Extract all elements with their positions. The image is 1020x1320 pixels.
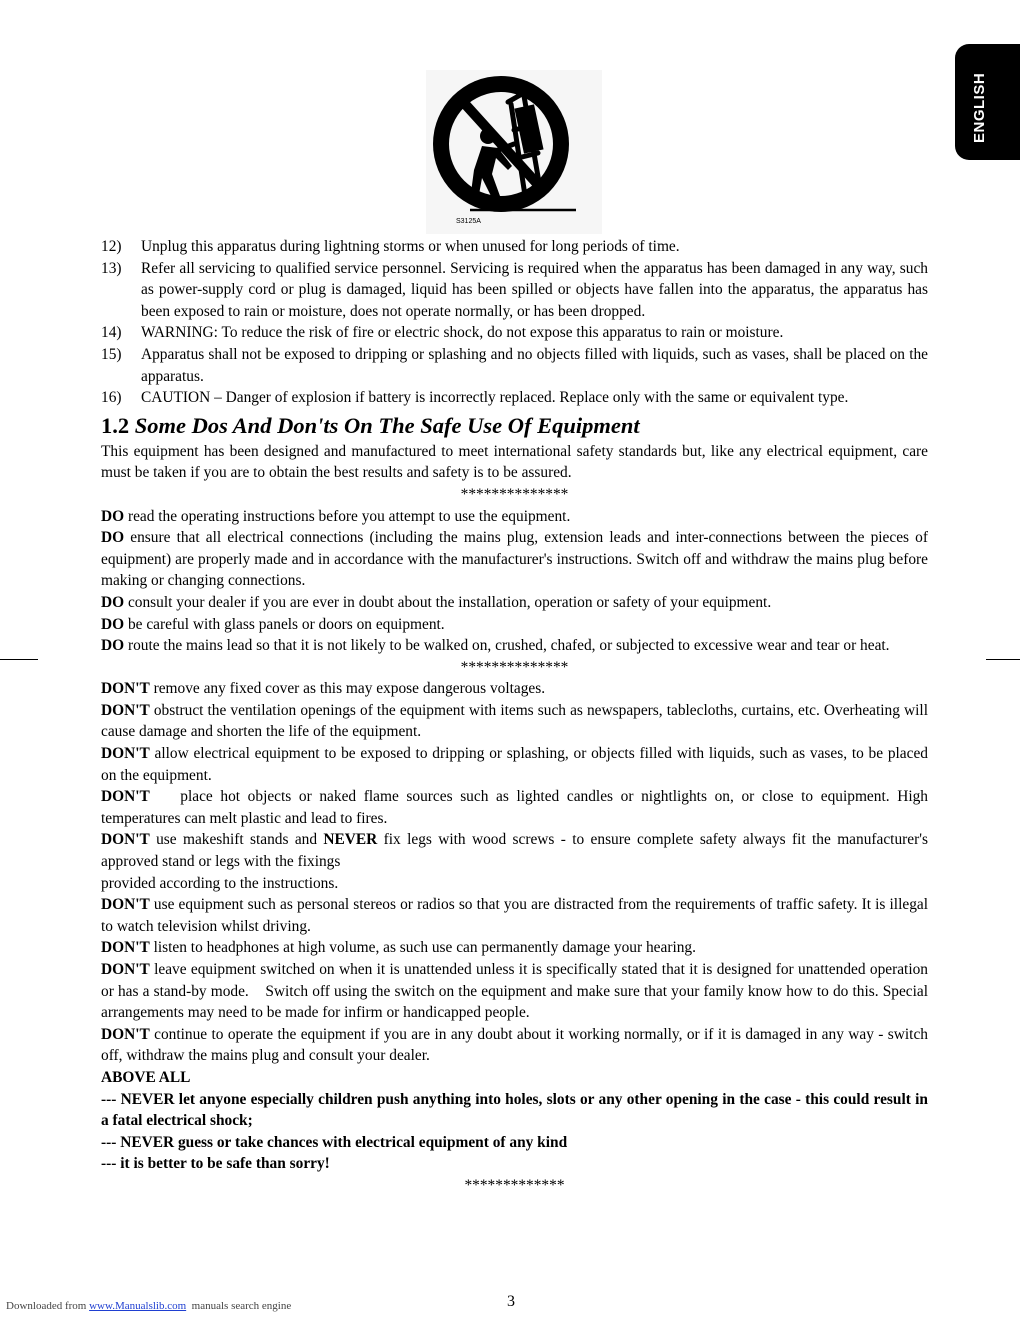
list-number: 13)	[101, 259, 122, 277]
dont-keyword: DON'T	[101, 939, 150, 957]
dont-text: use equipment such as personal stereos or radios so that you are distracted from the requirements of traffic safety. It is illegal to watch television whilst driving.	[101, 896, 928, 935]
above-all-line: --- NEVER guess or take chances with electrical equipment of any kind	[101, 1133, 568, 1151]
list-text: CAUTION – Danger of explosion if battery is incorrectly replaced. Replace only with the same or equivalent type.	[141, 389, 849, 407]
dont-text: place hot objects or naked flame sources such as lighted candles or nightlights on, or close to equipment. High temperatures can melt plastic and lead to fires.	[101, 788, 932, 827]
language-tab-label: ENGLISH	[971, 72, 988, 143]
dont-text: obstruct the ventilation openings of the equipment with items such as newspapers, tablecloths, curtains, etc. Overheating will cause damage and shorten the life of the equipment.	[101, 701, 928, 741]
do-keyword: DO	[101, 615, 125, 633]
separator: **************	[460, 658, 569, 676]
footer-prefix: Downloaded from	[6, 1300, 90, 1312]
section-heading	[101, 410, 928, 441]
dont-keyword: DON'T	[101, 701, 150, 719]
dont-keyword: DON'T	[101, 788, 150, 806]
list-item	[101, 387, 928, 409]
above-all-line: --- NEVER let anyone especially children push anything into holes, slots or any other opening in the case - this could result in a fatal electrical shock;	[101, 1090, 928, 1130]
list-text: Unplug this apparatus during lightning storms or when unused for long periods of time.	[141, 238, 680, 255]
section-intro: This equipment has been designed and manufactured to meet international safety standards but, like any electrical equipment, care must be taken if you are to obtain the best results and safety is to be assured.	[101, 442, 928, 482]
dont-item	[101, 700, 928, 743]
cart-warning-logo	[426, 70, 602, 234]
dont-text: allow electrical equipment to be exposed to dripping or splashing, or objects filled with liquids, such as vases, to be placed on the equipment.	[101, 745, 928, 784]
do-text: route the mains lead so that it is not likely to be walked on, crushed, chafed, or subjected to excessive wear and tear or heat.	[124, 637, 890, 655]
do-keyword: DO	[101, 507, 125, 525]
dont-keyword: DON'T	[101, 961, 150, 978]
list-text: WARNING: To reduce the risk of fire or electric shock, do not expose this apparatus to rain or moisture.	[141, 324, 784, 342]
do-keyword: DO	[101, 529, 125, 547]
dont-keyword: DON'T	[101, 831, 150, 849]
list-item	[101, 322, 928, 344]
dont-item	[101, 937, 928, 959]
do-text: consult your dealer if you are ever in doubt about the installation, operation or safety of your equipment.	[124, 593, 772, 611]
dont-keyword: DON'T	[101, 896, 150, 914]
dont-list	[101, 678, 932, 1067]
do-item	[101, 592, 928, 614]
manualslib-link[interactable]: www.Manualslib.com	[89, 1300, 187, 1312]
list-item	[101, 258, 928, 323]
download-footer	[6, 1300, 291, 1312]
dont-item	[101, 959, 932, 1024]
do-text: ensure that all electrical connections (including the mains plug, extension leads and inter-connections between the pieces of equipment) are properly made and in accordance with the manufacturer's instructions. Switch off and withdraw the mains plug before making or changing connections.	[101, 529, 928, 590]
do-item	[101, 635, 928, 657]
dont-item	[101, 743, 928, 786]
section-number: 1.2	[101, 412, 130, 438]
page-number: 3	[507, 1293, 515, 1310]
list-number: 12)	[101, 238, 122, 255]
dont-text: continue to operate the equipment if you are in any doubt about it working normally, or if it is damaged in any way - switch off, withdraw the mains plug and consult your dealer.	[101, 1025, 928, 1065]
dont-keyword: DON'T	[101, 680, 150, 698]
list-text: Refer all servicing to qualified service personnel. Servicing is required when the apparatus has been damaged in any way, such as power-supply cord or plug is damaged, liquid has been spilled or objects have fallen into the apparatus, the apparatus has been exposed to rain or moisture, does not operate normally, or has been dropped.	[141, 259, 928, 320]
dont-text: listen to headphones at high volume, as such use can permanently damage your hearing.	[149, 939, 696, 957]
dont-item-continuation: provided according to the instructions.	[101, 874, 339, 892]
dont-text: leave equipment switched on when it is unattended unless it is specifically stated that it is designed for unattended operation or has a stand-by mode. Switch off using the switch on the equipment and make sure that your family know how to do this. Special arrangements may need to be made for infirm or handicapped people.	[101, 961, 932, 1022]
do-keyword: DO	[101, 593, 125, 611]
page-content	[101, 236, 932, 1197]
separator: **************	[460, 485, 569, 503]
dont-item	[101, 894, 928, 937]
dont-item	[101, 829, 928, 872]
dont-text-after: fix legs with wood screws - to ensure complete safety always fit the manufacturer's approved stand or legs with the fixings	[101, 831, 928, 871]
do-item	[101, 614, 928, 636]
do-item	[101, 527, 928, 592]
above-all-heading: ABOVE ALL	[101, 1068, 191, 1086]
footer-suffix: manuals search engine	[186, 1300, 292, 1312]
margin-mark-right	[986, 659, 1020, 660]
above-all-block	[101, 1067, 928, 1175]
safety-list	[101, 236, 928, 409]
dont-item	[101, 786, 932, 829]
do-keyword: DO	[101, 637, 125, 655]
dont-text: remove any fixed cover as this may expose dangerous voltages.	[149, 680, 546, 698]
list-item	[101, 344, 928, 387]
list-number: 15)	[101, 345, 122, 363]
list-item	[101, 236, 928, 258]
no-cart-tipover-warning-icon	[426, 70, 602, 234]
section-title: Some Dos And Don'ts On The Safe Use Of Equipment	[134, 412, 640, 438]
list-text: Apparatus shall not be exposed to dripping or splashing and no objects filled with liquids, such as vases, shall be placed on the apparatus.	[141, 345, 928, 385]
list-number: 16)	[101, 389, 122, 407]
do-item	[101, 506, 928, 528]
above-all-line: --- it is better to be safe than sorry!	[101, 1155, 330, 1173]
do-list	[101, 506, 928, 657]
dont-item	[101, 678, 928, 700]
do-text: be careful with glass panels or doors on equipment.	[124, 615, 445, 633]
do-text: read the operating instructions before you attempt to use the equipment.	[124, 507, 571, 525]
dont-keyword: DON'T	[101, 1025, 150, 1043]
separator: *************	[464, 1176, 565, 1194]
margin-mark-left	[0, 659, 38, 660]
logo-code: S3125A	[456, 218, 481, 225]
never-keyword: NEVER	[323, 831, 378, 849]
dont-keyword: DON'T	[101, 745, 150, 763]
dont-text: use makeshift stands and	[149, 831, 324, 849]
dont-item	[101, 1024, 928, 1067]
list-number: 14)	[101, 324, 122, 342]
